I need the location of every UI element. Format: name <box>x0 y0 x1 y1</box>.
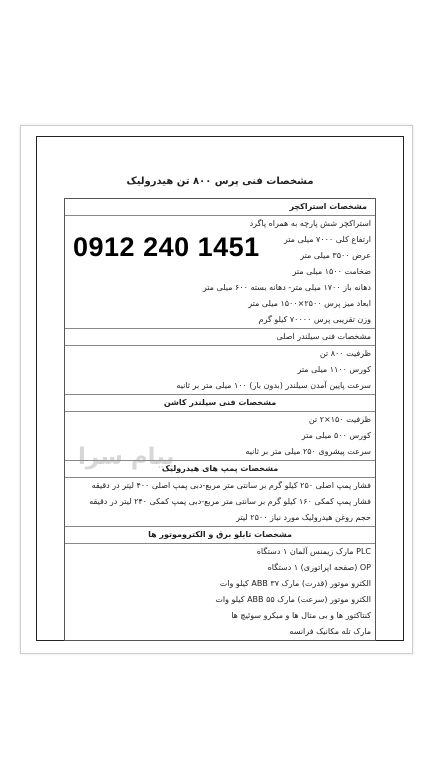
spec-line: دهانه باز ۱۷۰۰ میلی متر- دهانه بسته ۶۰۰ میلی متر <box>202 283 371 292</box>
section-header-cushion-cylinder: مشخصات فنی سیلندر کاشن <box>65 394 375 411</box>
spec-table <box>64 198 376 641</box>
spec-line: فشار پمپ اصلی ۲۵۰ کیلو گرم بر سانتی متر مربع-دبی پمپ اصلی ۴۰۰ لیتر در دقیقه <box>91 481 371 490</box>
section-body-pumps <box>65 477 375 526</box>
spec-line: سرعت پایین آمدن سیلندر (بدون بار) ۱۰۰ میلی متر بر ثانیه <box>176 381 371 390</box>
section-header-structure: مشخصات استراکچر <box>289 202 367 211</box>
spec-line: ظرفیت ۱۵۰×۲ تن <box>308 415 371 424</box>
section-body-electrical <box>65 543 375 640</box>
spec-line: الکترو موتور (سرعت) مارک ABB ۵۵ کیلو وات <box>215 595 371 604</box>
spec-line: سرعت پیشروی ۲۵۰ میلی متر بر ثانیه <box>245 447 371 456</box>
spec-line: کورس ۵۰۰ میلی متر <box>301 431 371 440</box>
spec-line: مارک تله مکانیک فرانسه <box>289 627 371 636</box>
spec-line: ظرفیت ۸۰۰ تن <box>319 349 371 358</box>
spec-line: استراکچر شش پارچه به همراه پاگرد <box>249 219 371 228</box>
spec-line: عرض ۳۵۰۰ میلی متر <box>300 251 371 260</box>
phone-number-overlay: 0912 240 1451 <box>73 232 260 262</box>
spec-line: حجم روغن هیدرولیک مورد نیاز ۲۵۰۰ لیتر <box>236 513 371 522</box>
spec-line: ارتفاع کلی ۷۰۰۰ میلی متر <box>283 235 371 244</box>
spec-line: ضخامت ۱۵۰۰ میلی متر <box>292 267 371 276</box>
spec-line: کورس ۱۱۰۰ میلی متر <box>297 365 371 374</box>
spec-line: وزن تقریبی پرس ۷۰۰۰۰ کیلو گرم <box>258 315 371 324</box>
section-header-electrical: مشخصات تابلو برق و الکتروموتور ها <box>65 526 375 543</box>
spec-line: ابعاد میز پرس ۲۵۰۰×۱۵۰۰ میلی متر <box>248 299 371 308</box>
watermark-text: پیام سرا <box>78 444 175 470</box>
spec-line: الکترو موتور (قدرت) مارک ABB ۳۷ کیلو وات <box>219 579 371 588</box>
section-body-main-cylinder <box>65 345 375 394</box>
section-header-pumps: مشخصات پمپ های هیدرولیک <box>65 460 375 477</box>
spec-line: فشار پمپ کمکی ۱۶۰ کیلو گرم بر سانتی متر مربع-دبی پمپ کمکی ۲۴۰ لیتر در دقیقه <box>89 497 371 506</box>
spec-line: کنتاکتور ها و بی متال ها و میکرو سوئیچ ها <box>231 611 371 620</box>
spec-line: OP (صفحه اپراتوری) ۱ دستگاه <box>267 563 371 572</box>
spec-line: PLC مارک زیمنس آلمان ۱ دستگاه <box>256 547 371 556</box>
document-title: مشخصات فنی پرس ۸۰۰ تن هیدرولیک <box>126 176 314 187</box>
section-header-main-cylinder: مشخصات فنی سیلندر اصلی <box>65 328 375 345</box>
